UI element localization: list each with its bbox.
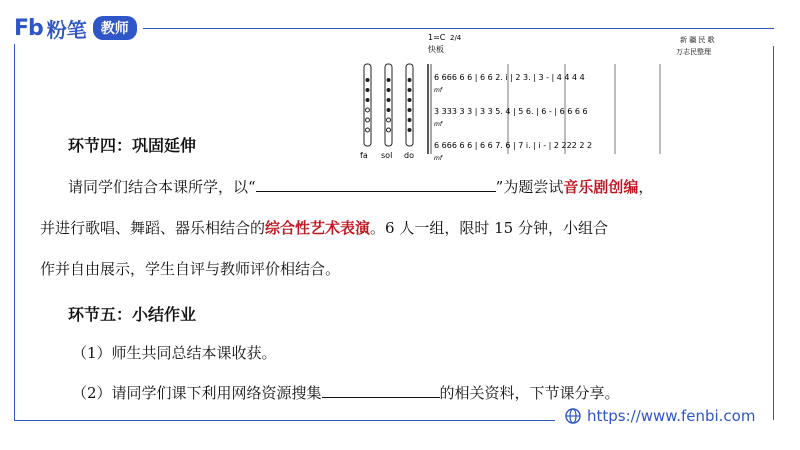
svg-text:mf: mf [434, 121, 442, 128]
logo-badge: 教师 [93, 16, 137, 40]
section5-item-2: （2）请同学们课下利用网络资源搜集 的相关资料，下节课分享。 [72, 384, 620, 402]
score-row-3: 6 666 6 6 | 6 6 7. 6 | 7 i. | i - | 2 222 2 2 [434, 141, 593, 150]
score-time-sig: 2/4 [450, 34, 462, 42]
music-score-svg [360, 30, 750, 162]
frame-left-line [14, 28, 15, 420]
score-row-1: 6 666 6 6 | 6 6 2. i | 2 3. | 3 - | 4 4 4 4 [434, 73, 585, 82]
music-score-image [360, 30, 750, 162]
section4-paragraph-line1: 请同学们结合本课所学，以“ ”为题尝试音乐剧创编， [68, 178, 654, 196]
score-row-2: 3 333 3 3 | 3 3 5. 4 | 5 6. | 6 - | 6 6 6 6 [434, 107, 588, 116]
frame-right-line [773, 46, 774, 420]
recorder-label-sol: sol [381, 151, 393, 160]
recorder-label-fa: fa [360, 151, 368, 160]
logo-text: 粉笔 [46, 17, 87, 42]
recorder-icon [364, 64, 371, 146]
footer-url-text: https://www.fenbi.com [587, 407, 756, 425]
highlight-integrated-performance: 综合性艺术表演 [265, 219, 371, 237]
score-tempo: 快板 [428, 45, 444, 54]
score-source-1: 新 疆 民 歌 [680, 36, 715, 44]
recorder-icon [406, 64, 413, 146]
svg-text:mf: mf [434, 155, 442, 162]
globe-icon [565, 408, 581, 424]
highlight-musical-creation: 音乐剧创编 [563, 178, 639, 196]
recorder-icon [385, 64, 392, 146]
section5-heading: 环节五：小结作业 [68, 305, 197, 324]
section4-paragraph-line2: 并进行歌唱、舞蹈、器乐相结合的综合性艺术表演。6 人一组，限时 15 分钟，小组合 [40, 219, 608, 237]
footer-url[interactable] [561, 407, 759, 425]
section4-heading: 环节四：巩固延伸 [68, 136, 197, 155]
section4-paragraph-line3: 作并自由展示，学生自评与教师评价相结合。 [40, 260, 341, 278]
logo-mark: Fb [14, 15, 43, 41]
score-key: 1=C [428, 33, 446, 42]
frame-bottom-line [14, 420, 555, 421]
resource-blank [322, 383, 440, 398]
brand-logo [14, 12, 143, 44]
title-blank [256, 177, 496, 192]
svg-text:mf: mf [434, 87, 442, 94]
recorder-label-do: do [404, 151, 414, 160]
score-source-2: 万志民整理 [676, 48, 711, 56]
section5-item-1: （1）师生共同总结本课收获。 [72, 344, 277, 362]
